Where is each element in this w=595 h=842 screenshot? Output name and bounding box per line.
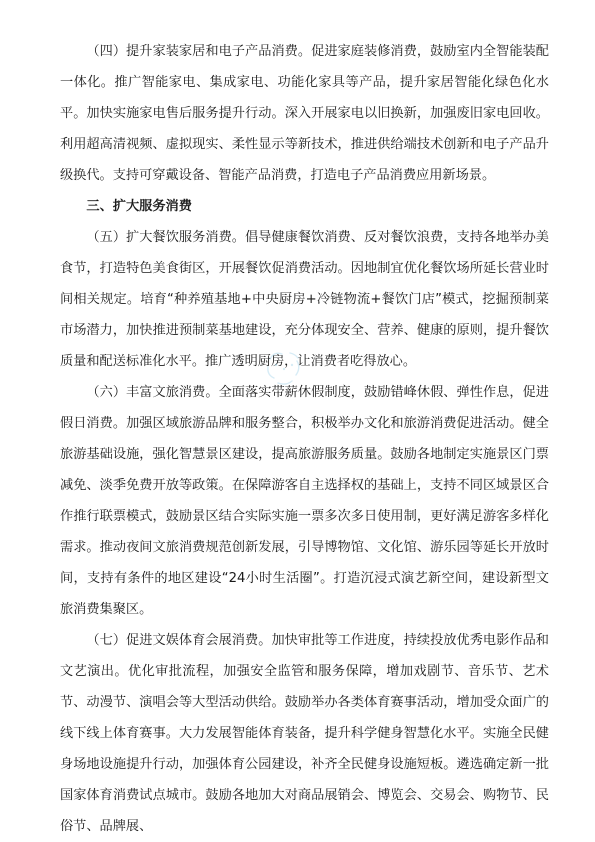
paragraph-4-home-electronics: （四）提升家装家居和电子产品消费。促进家庭装修消费，鼓励室内全智能装配一体化。推广智能家电、集成家电、功能化家具等产品，提升家居智能化绿色化水平。加快实施家电售后服务提升行动。深入开展家电以旧换新，加强废旧家电回收。利用超高清视频、虚拟现实、柔性显示等新技术，推进供给端技术创新和电子产品升级换代。支持可穿戴设备、智能产品消费，打造电子产品消费应用新场景。: [60, 44, 549, 183]
paragraph-6-culture-tourism: （六）丰富文旅消费。全面落实带薪休假制度，鼓励错峰休假、弹性作息，促进假日消费。加强区域旅游品牌和服务整合，积极举办文化和旅游消费促进活动。健全旅游基础设施，强化智慧景区建设，提高旅游服务质量。鼓励各地制定实施景区门票减免、淡季免费开放等政策。在保障游客自主选择权的基础上，支持不同区域景区合作推行联票模式，鼓励景区结合实际实施一票多次多日使用制，更好满足游客多样化需求。推动夜间文旅消费规范创新发展，引导博物馆、文化馆、游乐园等延长开放时间，支持有条件的地区建设“24小时生活圈”。打造沉浸式演艺新空间，建设新型文旅消费集聚区。: [60, 385, 549, 617]
paragraph-5-catering: （五）扩大餐饮服务消费。倡导健康餐饮消费、反对餐饮浪费，支持各地举办美食节，打造特色美食街区，开展餐饮促消费活动。因地制宜优化餐饮场所延长营业时间相关规定。培育“种养殖基地+中央厨房+冷链物流+餐饮门店”模式，挖掘预制菜市场潜力，加快推进预制菜基地建设，充分体现安全、营养、健康的原则，提升餐饮质量和配送标准化水平。推广透明厨房，让消费者吃得放心。: [60, 230, 549, 369]
section-heading-services: 三、扩大服务消费: [86, 199, 192, 214]
paragraph-7-entertainment-sports: （七）促进文娱体育会展消费。加快审批等工作进度，持续投放优秀电影作品和文艺演出。优化审批流程，加强安全监管和服务保障，增加戏剧节、音乐节、艺术节、动漫节、演唱会等大型活动供给。鼓励举办各类体育赛事活动，增加受众面广的线下线上体育赛事。大力发展智能体育装备，提升科学健身智慧化水平。实施全民健身场地设施提升行动，加强体育公园建设，补齐全民健身设施短板。遴选确定新一批国家体育消费试点城市。鼓励各地加大对商品展销会、博览会、交易会、购物节、民俗节、品牌展、: [60, 633, 549, 834]
watermark-logo-icon: [262, 345, 306, 389]
